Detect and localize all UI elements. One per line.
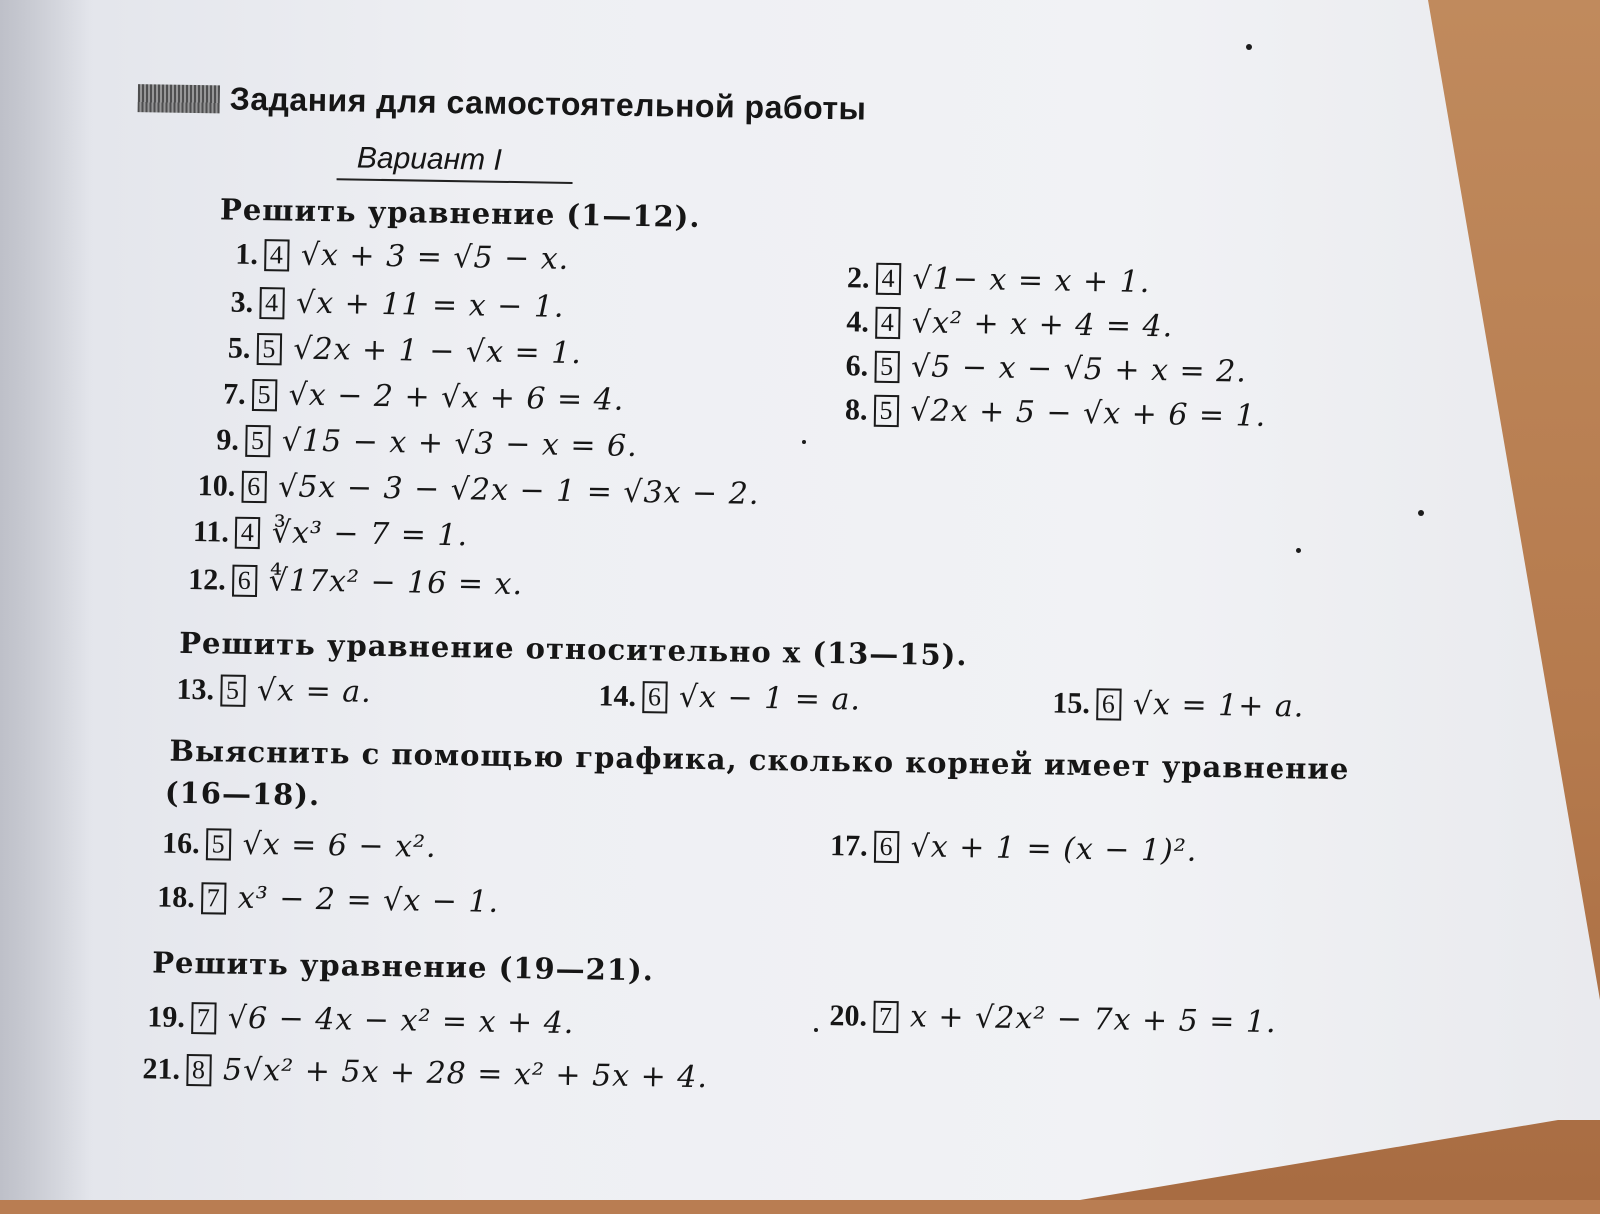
task-item — [142, 1051, 708, 1095]
task-equation: √x − 1 = a. — [678, 679, 862, 718]
task-item — [193, 514, 469, 553]
score-box: 6 — [1096, 688, 1121, 720]
task-equation: √x + 11 = x − 1. — [295, 285, 565, 325]
task-item — [845, 392, 1267, 434]
task-equation: √x + 1 = (x − 1)². — [910, 829, 1198, 869]
score-box: 5 — [251, 378, 276, 410]
task-equation: √x² + x + 4 = 4. — [911, 305, 1174, 345]
score-box: 5 — [256, 333, 281, 365]
task-item — [147, 999, 575, 1041]
score-box: 8 — [186, 1053, 211, 1085]
task-number: 8. — [844, 392, 868, 427]
task-number: 12. — [188, 562, 227, 597]
task-item — [157, 880, 499, 920]
section-title: Решить уравнение (19—21). — [151, 945, 655, 988]
section-title: Выяснить с помощью графика, сколько корней имеет уравнение — [169, 733, 1350, 787]
task-equation: ∛x³ − 7 = 1. — [271, 515, 469, 554]
task-number: 3. — [230, 285, 254, 319]
score-box: 4 — [875, 262, 900, 294]
score-box: 5 — [205, 828, 230, 860]
task-item — [197, 468, 759, 512]
task-equation: x³ − 2 = √x − 1. — [237, 880, 500, 920]
score-box: 5 — [220, 674, 245, 706]
task-number: 4. — [846, 304, 870, 339]
task-item — [223, 376, 625, 417]
task-number: 19. — [147, 999, 186, 1034]
task-number: 7. — [222, 376, 246, 411]
task-equation: √x = 6 − x². — [242, 826, 437, 865]
task-item — [1052, 686, 1304, 725]
score-box: 4 — [875, 306, 900, 338]
task-item — [228, 331, 583, 372]
heading-row — [138, 79, 867, 127]
section-title-continued: (16—18). — [164, 775, 321, 813]
section-title: Решить уравнение относительно x (13—15). — [178, 625, 968, 673]
task-equation: √x = 1+ a. — [1132, 686, 1305, 725]
task-equation: √5x − 3 − √2x − 1 = √3x − 2. — [277, 469, 760, 512]
task-number: 20. — [829, 998, 868, 1033]
task-item — [598, 678, 861, 717]
task-equation: √6 − 4x − x² = x + 4. — [227, 1000, 575, 1042]
task-equation: √x + 3 = √5 − x. — [300, 237, 570, 277]
score-box: 7 — [201, 882, 226, 914]
task-item — [235, 237, 569, 277]
score-box: 4 — [259, 287, 284, 319]
score-box: 6 — [232, 564, 257, 596]
score-box: 7 — [191, 1002, 216, 1034]
score-box: 4 — [235, 516, 260, 548]
task-number: 21. — [142, 1051, 181, 1086]
task-equation: √1− x = x + 1. — [912, 261, 1151, 301]
score-box: 4 — [264, 239, 289, 271]
task-item — [847, 260, 1151, 300]
task-number: 13. — [176, 672, 215, 706]
task-item — [188, 562, 523, 602]
task-item — [230, 285, 564, 325]
section-title: Решить уравнение (1—12). — [219, 192, 701, 234]
score-box: 5 — [245, 424, 270, 456]
task-number: 14. — [598, 678, 637, 713]
score-box: 6 — [873, 830, 898, 862]
task-number: 15. — [1052, 686, 1091, 720]
heading-marker-icon — [138, 84, 220, 113]
task-item — [846, 304, 1173, 344]
task-equation: √2x + 5 − √x + 6 = 1. — [910, 393, 1267, 434]
task-equation: x + √2x² − 7x + 5 = 1. — [909, 999, 1277, 1041]
task-number: 10. — [197, 468, 236, 503]
task-item — [829, 998, 1277, 1040]
task-equation: √5 − x − √5 + x = 2. — [910, 349, 1248, 390]
task-number: 11. — [192, 514, 230, 549]
score-box: 5 — [873, 394, 898, 426]
score-box: 5 — [874, 350, 899, 382]
page-heading: Задания для самостоятельной работы — [229, 80, 867, 127]
task-number: 9. — [216, 422, 240, 457]
task-item — [176, 672, 372, 710]
task-number: 18. — [157, 880, 196, 914]
variant-label: Вариант I — [337, 138, 574, 184]
task-item — [216, 422, 638, 464]
task-number: 17. — [829, 828, 868, 863]
task-number: 2. — [846, 260, 870, 295]
task-number: 5. — [227, 331, 251, 365]
task-equation: √2x + 1 − √x = 1. — [293, 331, 583, 372]
task-number: 1. — [235, 237, 259, 271]
score-box: 7 — [873, 1000, 898, 1032]
task-item — [845, 348, 1247, 389]
task-equation: √x − 2 + √x + 6 = 4. — [288, 377, 625, 418]
task-equation: √x = a. — [256, 673, 372, 710]
task-equation: ∜17x² − 16 = x. — [268, 563, 524, 603]
task-equation: 5√x² + 5x + 28 = x² + 5x + 4. — [222, 1052, 709, 1096]
task-item — [830, 828, 1198, 869]
task-item — [162, 826, 437, 865]
task-number: 6. — [845, 348, 869, 383]
score-box: 6 — [642, 681, 667, 713]
task-number: 16. — [161, 826, 200, 860]
task-equation: √15 − x + √3 − x = 6. — [281, 423, 638, 465]
score-box: 6 — [241, 470, 266, 502]
